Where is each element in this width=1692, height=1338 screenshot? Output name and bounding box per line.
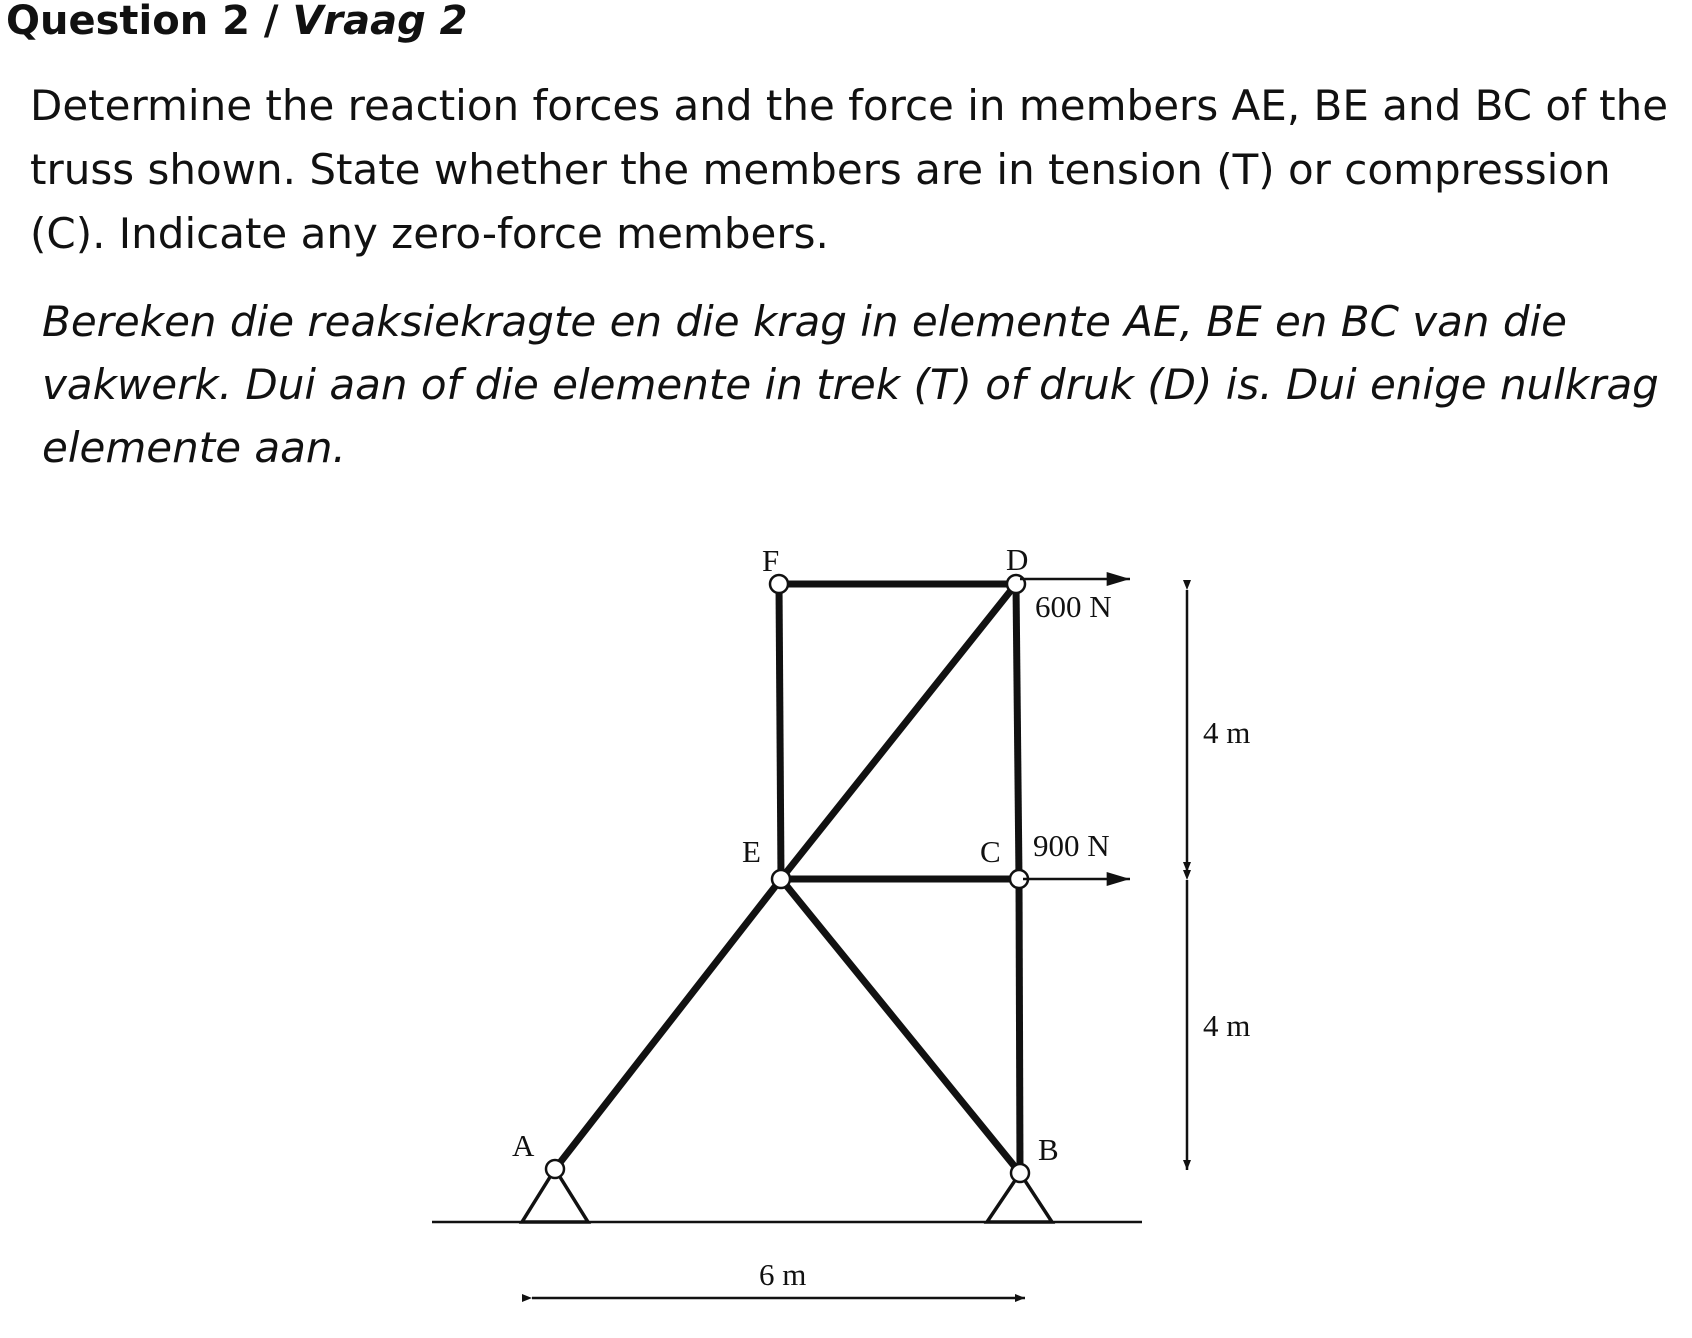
load-label-600: 600 N bbox=[1035, 589, 1112, 624]
load-label-900: 900 N bbox=[1033, 828, 1110, 863]
joint-b bbox=[1011, 1164, 1029, 1182]
question-number-af: Vraag 2 bbox=[292, 0, 468, 44]
joint-e bbox=[772, 870, 790, 888]
question-number-en: Question 2 bbox=[6, 0, 250, 44]
dimension-label-lower: 4 m bbox=[1203, 1008, 1251, 1043]
joint-d bbox=[1007, 575, 1025, 593]
member-cb bbox=[1019, 879, 1020, 1173]
joint-a bbox=[546, 1160, 564, 1178]
problem-statement-en: Determine the reaction forces and the force in members AE, BE and BC of the truss shown. State whether the members are in tension (T) or compression (C). Indicate any zero-force members. bbox=[30, 81, 1669, 258]
dimension-label-width: 6 m bbox=[759, 1257, 807, 1292]
node-label-b: B bbox=[1038, 1132, 1059, 1167]
node-label-f: F bbox=[762, 543, 780, 578]
node-label-a: A bbox=[512, 1128, 535, 1163]
member-fe bbox=[779, 584, 781, 879]
node-label-c: C bbox=[980, 834, 1001, 869]
node-label-e: E bbox=[742, 834, 761, 869]
node-label-d: D bbox=[1006, 542, 1029, 577]
member-dc bbox=[1016, 584, 1019, 879]
heading-separator: / bbox=[263, 0, 279, 44]
dimension-label-upper: 4 m bbox=[1203, 715, 1251, 750]
member-eb bbox=[781, 879, 1020, 1173]
problem-statement-af: Bereken die reaksiekragte en die krag in elemente AE, BE en BC van die vakwerk. Dui aan of die elemente in trek (T) of druk (D) is. Dui enige nulkrag elemente aan. bbox=[42, 297, 1659, 472]
member-ea bbox=[555, 879, 781, 1169]
